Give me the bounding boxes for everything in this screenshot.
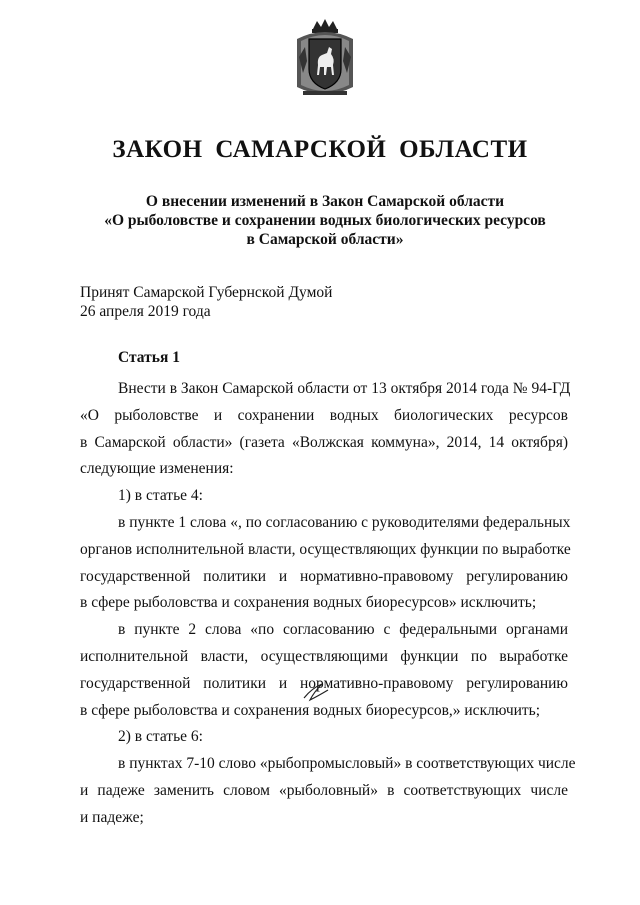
text-line: и падеже; (80, 808, 144, 826)
text-line: органов исполнительной власти, осуществляющих функции по выработке (80, 540, 571, 558)
paragraph-item1-b (80, 617, 568, 644)
samara-coat-of-arms-icon (293, 17, 357, 101)
text-line: исполнительной власти, осуществляющими функции по выработке (80, 647, 568, 665)
text-line: государственной политики и нормативно-правовому регулированию (80, 567, 568, 585)
text-line: 2) в статье 6: (118, 728, 203, 746)
text-line: «О рыболовстве и сохранении водных биологических ресурсов (80, 406, 568, 424)
paragraph-item1 (80, 483, 568, 510)
paragraph-item1-a (80, 510, 571, 537)
text-line: в Самарской области» (газета «Волжская коммуна», 2014, 14 октября) (80, 433, 568, 451)
law-subtitle (80, 192, 570, 249)
adoption-info (80, 283, 332, 321)
paragraph-item1-a-cont (80, 537, 571, 617)
text-line: Внести в Закон Самарской области от 13 октября 2014 года № 94-ГД (118, 380, 571, 397)
paragraph-intro-cont (80, 403, 568, 483)
adopted-by: Принят Самарской Губернской Думой (80, 284, 333, 301)
text-line: в пунктах 7-10 слово «рыбопромысловый» в соответствующих числе (118, 755, 576, 773)
paragraph-item2 (80, 724, 568, 751)
paragraph-item2-a-cont (80, 778, 568, 832)
subtitle-line: О внесении изменений в Закон Самарской области (145, 193, 505, 210)
text-line: в сфере рыболовства и сохранения водных биоресурсов,» исключить; (80, 701, 541, 719)
text-line: 1) в статье 4: (118, 487, 203, 505)
article-heading: Статья 1 (118, 349, 180, 366)
pen-mark-icon (300, 678, 334, 704)
text-line: в пункте 1 слова «, по согласованию с руководителями федеральных (118, 513, 571, 531)
text-line: в пункте 2 слова «по согласованию с федеральными органами (118, 621, 568, 639)
subtitle-line: в Самарской области» (246, 231, 404, 248)
text-line: в сфере рыболовства и сохранения водных биоресурсов» исключить; (80, 594, 537, 612)
text-line: следующие изменения: (80, 460, 234, 478)
text-line: государственной политики и нормативно-правовому регулированию (80, 674, 568, 692)
law-title: ЗАКОН САМАРСКОЙ ОБЛАСТИ (112, 136, 528, 163)
article-body (80, 376, 576, 832)
subtitle-line: «О рыболовстве и сохранении водных биологических ресурсов (104, 212, 546, 229)
paragraph-item2-a (80, 751, 576, 778)
text-line: и падеже заменить словом «рыболовный» в соответствующих числе (80, 781, 568, 799)
adoption-date: 26 апреля 2019 года (80, 303, 211, 320)
paragraph-intro (80, 376, 571, 403)
